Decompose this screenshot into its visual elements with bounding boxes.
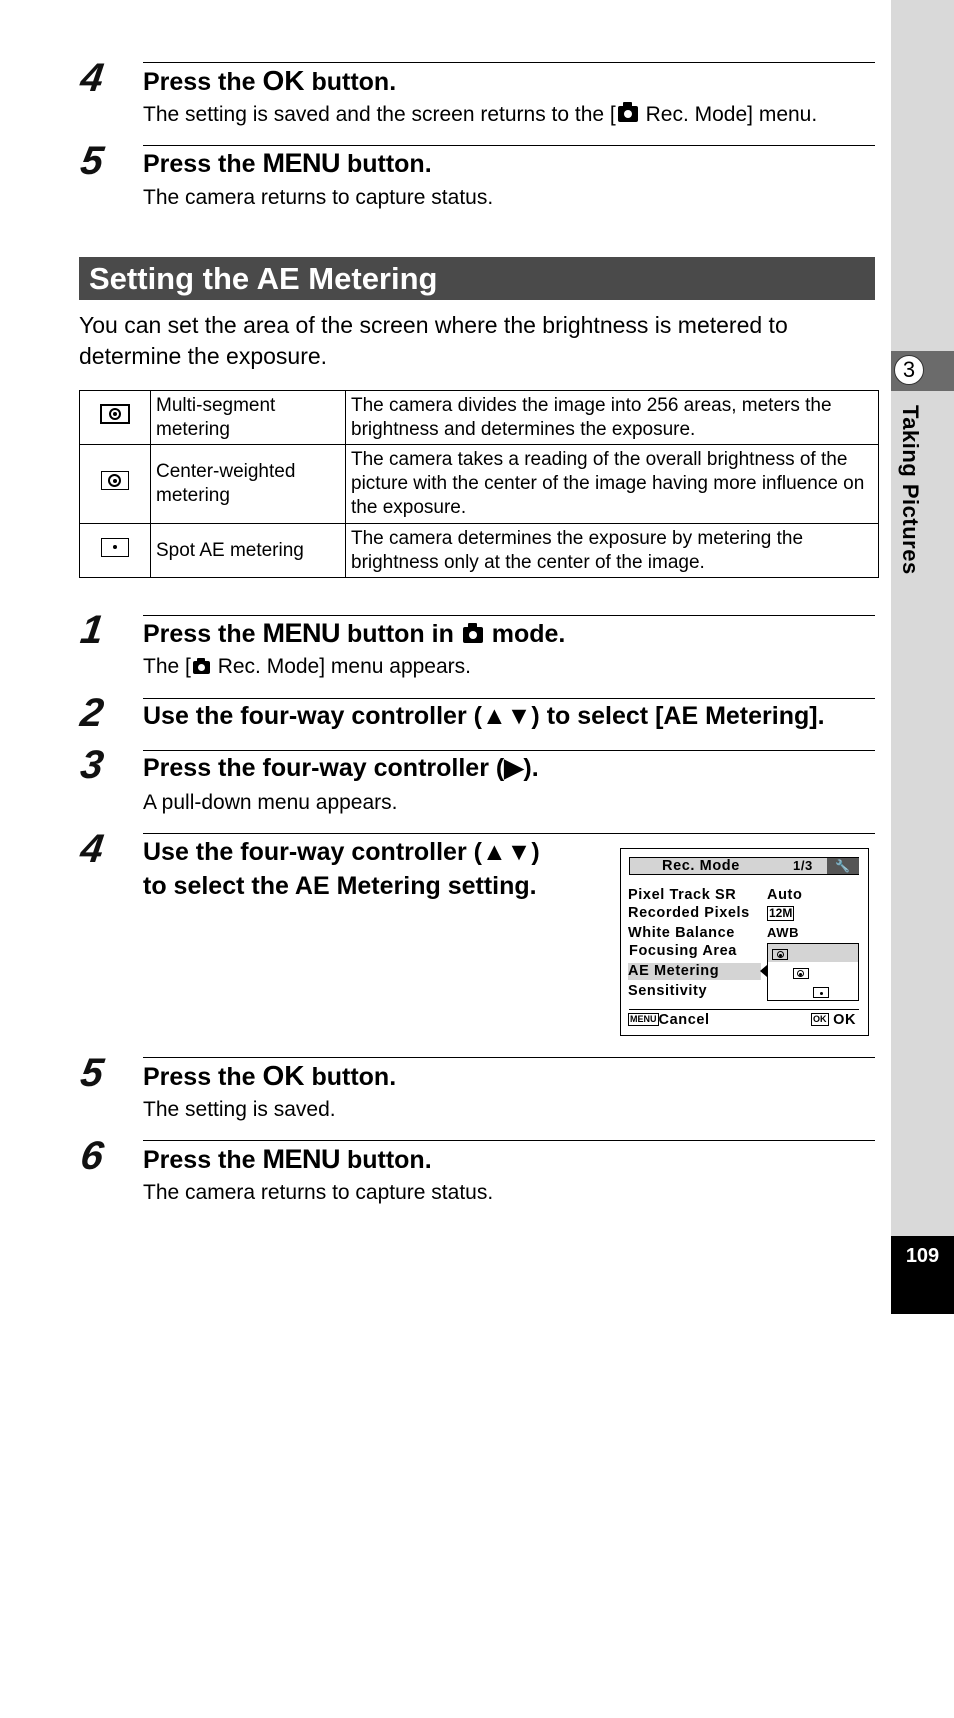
chapter-title: Taking Pictures [898,405,923,575]
table-row [80,391,879,445]
table-row [80,445,879,524]
step-divider [143,698,875,699]
step-divider [143,615,875,616]
metering-name: Spot AE metering [151,524,346,578]
camera-icon [463,627,483,643]
step-title: Use the four-way controller (▲▼) to select [AE Metering]. [143,702,825,730]
lcd-menu-item-selected: AE Metering [628,963,720,979]
camera-icon [618,106,638,122]
chapter-number: 3 [894,355,924,385]
step-title: Press the MENU button in mode. [143,618,566,648]
ok-button-label: OK [262,65,305,96]
ok-button-label: OK [262,1060,305,1091]
lcd-pulldown-menu [767,943,859,1001]
lcd-menu-item: White Balance [628,925,735,941]
step-description: A pull-down menu appears. [143,791,398,814]
center-weighted-metering-icon [101,471,129,490]
menu-button-label: MENU [262,618,341,648]
step-number: 4 [77,56,107,100]
metering-description: The camera divides the image into 256 areas, meters the brightness and determines the exposure. [346,391,879,445]
step-number: 1 [77,608,107,652]
ok-key-icon: OK [813,1014,827,1024]
step-divider [143,750,875,751]
metering-name: Center-weighted metering [151,445,346,524]
multi-segment-metering-icon [100,404,130,424]
spot-metering-icon [101,538,129,557]
step-divider [143,1140,875,1141]
lcd-footer-cancel: MENU Cancel [630,1012,710,1028]
step-number: 4 [77,827,107,871]
menu-button-label: MENU [262,148,341,178]
lcd-menu-item: Focusing Area [629,943,737,959]
step-divider [143,833,875,834]
camera-icon [193,661,210,674]
section-heading: Setting the AE Metering [79,257,875,300]
lcd-menu-value: AWB [767,925,800,940]
step-title: Press the OK button. [143,1060,397,1091]
step-divider [143,145,875,146]
lcd-menu-item: Recorded Pixels [628,905,750,921]
lcd-menu-value: Auto [767,887,803,903]
step-description: The setting is saved and the screen returns to the [ Rec. Mode] menu. [143,103,818,126]
step-title: Press the four-way controller (▶). [143,754,539,782]
camera-lcd-screen [620,848,869,1036]
step-title: Press the OK button. [143,65,397,96]
metering-table [79,390,879,578]
menu-button-label: MENU [262,1144,341,1174]
lcd-page-indicator: 1/3 [793,858,813,873]
step-description: The camera returns to capture status. [143,186,494,209]
step-description: The camera returns to capture status. [143,1181,494,1204]
lcd-header [629,857,859,875]
step-number: 2 [77,691,107,735]
selection-arrow-icon [760,965,767,977]
wrench-icon: 🔧 [827,858,859,874]
lcd-footer-ok: OK OK [813,1012,857,1028]
step-divider [143,1057,875,1058]
step-description: The [ Rec. Mode] menu appears. [143,655,471,678]
step-number: 3 [77,743,107,787]
step-number: 5 [77,1051,107,1095]
lcd-divider [629,1009,859,1010]
recorded-pixels-icon: 12M [769,906,793,920]
step-number: 5 [77,139,107,183]
lcd-header-title: Rec. Mode [662,858,740,874]
step-divider [143,62,875,63]
step-number: 6 [77,1134,107,1178]
step-description: The setting is saved. [143,1098,336,1121]
lcd-menu-item: Pixel Track SR [628,887,737,903]
metering-name: Multi-segment metering [151,391,346,445]
step-title: Use the four-way controller (▲▼) [143,838,540,866]
page-number: 109 [891,1236,954,1314]
multi-segment-metering-icon [772,949,788,960]
step-title: Press the MENU button. [143,1144,432,1174]
step-title: to select the AE Metering setting. [143,872,537,900]
section-intro: You can set the area of the screen where the brightness is metered to determine the exposure. [79,312,788,369]
spot-metering-icon [813,987,829,998]
step-title: Press the MENU button. [143,148,432,178]
table-row [80,524,879,578]
center-weighted-metering-icon [793,968,809,979]
chapter-sidebar [891,0,954,1314]
menu-key-icon: MENU [630,1014,657,1024]
metering-description: The camera determines the exposure by metering the brightness only at the center of the image. [346,524,879,578]
lcd-menu-item: Sensitivity [628,983,708,999]
metering-description: The camera takes a reading of the overall brightness of the picture with the center of the image having more influence on the exposure. [346,445,879,524]
